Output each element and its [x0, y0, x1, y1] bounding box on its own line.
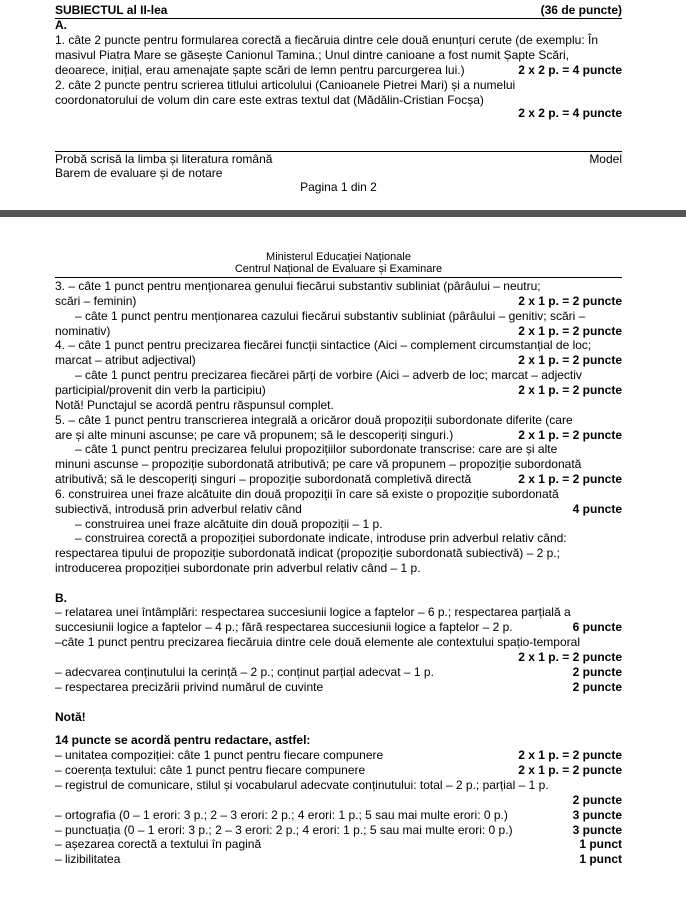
rubric-line: [55, 398, 622, 413]
rubric-points: 6 puncte: [572, 619, 622, 634]
rubric-points: 2 x 1 p. = 2 puncte: [518, 323, 622, 338]
rubric-line: [55, 605, 622, 620]
section-b-label: B.: [55, 591, 67, 605]
rubric-line: [55, 531, 622, 546]
rubric-text: marcat – atribut adjectival): [55, 353, 196, 368]
rubric-line: [55, 650, 622, 665]
rubric-points: 2 x 1 p. = 2 puncte: [518, 472, 622, 487]
rubric-text: – lizibilitatea: [55, 852, 121, 867]
rubric-line: [55, 487, 622, 502]
rubric-line: [55, 428, 622, 443]
rubric-points: 2 x 1 p. = 2 puncte: [518, 382, 622, 397]
rubric-line: [55, 620, 622, 635]
rubric-text: – registrul de comunicare, stilul și vocabularul adecvate conținutului: total – 2 p.; parțial – 1 p.: [55, 777, 549, 792]
rubric-line: [55, 635, 622, 650]
footer-line1: [55, 152, 622, 167]
rubric-text: participial/provenit din verb la participiu): [55, 382, 266, 397]
rubric-text: – câte 1 punct pentru precizarea felului propozițiilor subordonate transcrise: care are și alte: [75, 442, 558, 457]
rubric-line: [55, 823, 622, 838]
rubric-line: [55, 457, 622, 472]
rubric-text: – relatarea unei întâmplări: respectarea succesiunii logice a faptelor – 6 p.; respectarea parțială a: [55, 605, 571, 619]
rubric-points: 2 x 1 p. = 2 puncte: [518, 762, 622, 777]
rubric-line: [55, 793, 622, 808]
rubric-line: [55, 338, 622, 353]
item2-line1: 2. câte 2 puncte pentru scrierea titlului articolului (Canioanele Pietrei Mari) și a numelui: [55, 78, 516, 92]
rubric-text: respectarea tipului de propoziție subordonată indicat (propoziție subordonată subiectivă) – 2 p.;: [55, 546, 560, 561]
footer-line2: Barem de evaluare și de notare: [55, 166, 223, 180]
page-number: Pagina 1 din 2: [300, 180, 377, 194]
rubric-text: – punctuația (0 – 1 erori: 3 p.; 2 – 3 erori: 2 p.; 4 erori: 1 p.; 5 sau mai multe erori: 0 p.): [55, 822, 513, 837]
item1-line1: 1. câte 2 puncte pentru formularea corectă a fiecăruia dintre cele două enunțuri cerute (de exemplu: În: [55, 33, 598, 47]
footer-exam: Probă scrisă la limba și literatura română: [55, 152, 273, 166]
rubric-text: – adecvarea conținutului la cerință – 2 p.; conținut parțial adecvat – 1 p.: [55, 664, 434, 679]
subject-title-text: SUBIECTUL al II-lea: [55, 3, 168, 17]
rubric-text: 4. – câte 1 punct pentru precizarea fiecărei funcții sintactice (Aici – complement circumstanțial de loc;: [55, 338, 592, 353]
rubric-line: [55, 294, 622, 309]
rubric-text: –câte 1 punct pentru precizarea fiecăruia dintre cele două elemente ale contextului spațio-temporal: [55, 634, 580, 649]
rubric-text: atributivă; să le descoperiți singuri – propoziție subordonată completivă directă: [55, 472, 472, 487]
rubric-text: – respectarea precizării privind numărul de cuvinte: [55, 679, 324, 694]
redactare-heading: 14 puncte se acordă pentru redactare, astfel:: [55, 733, 311, 747]
rubric-line: [55, 413, 622, 428]
rubric-line: [55, 353, 622, 368]
rubric-text: nominativ): [55, 323, 111, 338]
item2-points-line: [55, 106, 622, 121]
rubric-line: [55, 368, 622, 383]
rubric-line: [55, 561, 622, 576]
rubric-text: – construirea corectă a propoziției subordonate indicate, introduse prin adverbul relativ când:: [75, 531, 567, 546]
rubric-points: 1 punct: [579, 837, 622, 852]
rubric-text: 6. construirea unei fraze alcătuite din două propoziții în care să existe o propoziție subordonată: [55, 486, 559, 501]
item2-points: 2 x 2 p. = 4 puncte: [518, 106, 622, 120]
ministry-header: Ministerul Educației Naționale: [266, 251, 411, 263]
rubric-text: succesiunii logice a faptelor – 4 p.; fără respectarea succesiunii logice a faptelor – 2 p.: [55, 619, 513, 634]
rubric-line: [55, 665, 622, 680]
rubric-points: 2 puncte: [572, 792, 622, 807]
rubric-points: 2 x 1 p. = 2 puncte: [518, 427, 622, 442]
rubric-text: – câte 1 punct pentru menționarea cazului fiecărui substantiv subliniat (pârâului – genitiv; scări –: [75, 308, 586, 323]
item1-line3: [55, 63, 622, 78]
rubric-text: introducerea propoziției subordonate prin adverbul relativ când – 1 p.: [55, 561, 421, 576]
rubric-text: – coerența textului: câte 1 punct pentru fiecare compunere: [55, 762, 366, 777]
subject-title: [55, 3, 622, 18]
rubric-line: [55, 748, 622, 763]
rubric-line: [55, 517, 622, 532]
rubric-text: are și alte minuni ascunse; pe care vă propunem; să le descoperiți singuri.): [55, 427, 454, 442]
rubric-text: – construirea unei fraze alcătuite din două propoziții – 1 p.: [75, 516, 383, 531]
rubric-text: minuni ascunse – propoziție subordonată atributivă; pe care vă propunem – propoziție subordonată: [55, 457, 582, 472]
rubric-text: – ortografia (0 – 1 erori: 3 p.; 2 – 3 erori: 2 p.; 4 erori: 1 p.; 5 sau mai multe erori: 0 p.): [55, 807, 508, 822]
footer-model: Model: [589, 152, 622, 166]
rubric-line: [55, 837, 622, 852]
page-separator: [0, 210, 686, 217]
rubric-points: 2 x 1 p. = 2 puncte: [518, 748, 622, 762]
item1-line2: masivul Piatra Mare se găsește Canionul Tamina.; Unul dintre canioane a fost numit Șapte Scări,: [55, 48, 570, 62]
rubric-line: [55, 763, 622, 778]
rubric-points: 2 puncte: [572, 679, 622, 694]
rubric-points: 2 x 1 p. = 2 puncte: [518, 649, 622, 664]
rubric-points: 3 puncte: [572, 807, 622, 822]
rubric-points: 4 puncte: [572, 501, 622, 516]
rubric-line: [55, 309, 622, 324]
rubric-text: Notă! Punctajul se acordă pentru răspunsul complet.: [55, 397, 334, 412]
rubric-line: [55, 808, 622, 823]
rubric-line: [55, 324, 622, 339]
nota-label: Notă!: [55, 710, 86, 724]
rubric-line: [55, 279, 622, 294]
rubric-text: 5. – câte 1 punct pentru transcrierea integrală a oricăror două propoziții subordonate diferite (care: [55, 412, 573, 427]
rubric-line: [55, 852, 622, 867]
rubric-points: 2 x 1 p. = 2 puncte: [518, 293, 622, 308]
item2-line2: coordonatorului de volum din care este extras textul dat (Mădălin-Cristian Focșa): [55, 93, 484, 107]
rubric-points: 2 puncte: [572, 664, 622, 679]
rubric-points: 2 x 1 p. = 2 puncte: [518, 353, 622, 368]
rubric-line: [55, 383, 622, 398]
rubric-points: 1 punct: [579, 852, 622, 867]
rubric-text: – unitatea compoziției: câte 1 punct pentru fiecare compunere: [55, 748, 384, 762]
section-a-label: A.: [55, 18, 67, 32]
rubric-text: scări – feminin): [55, 293, 137, 308]
header-rule: [55, 277, 622, 278]
center-header: Centrul Național de Evaluare și Examinare: [234, 263, 443, 275]
rubric-line: [55, 502, 622, 517]
rubric-line: [55, 472, 622, 487]
rubric-points: 3 puncte: [572, 822, 622, 837]
rubric-line: [55, 546, 622, 561]
rubric-text: 3. – câte 1 punct pentru menționarea genului fiecărui substantiv subliniat (pârâului – neutru;: [55, 279, 541, 293]
rubric-line: [55, 778, 622, 793]
rubric-line: [55, 680, 622, 695]
subject-points: (36 de puncte): [540, 3, 622, 17]
rubric-text: – câte 1 punct pentru precizarea fiecărei părți de vorbire (Aici – adverb de loc; marcat – adjectiv: [75, 368, 582, 383]
rubric-text: – așezarea corectă a textului în pagină: [55, 837, 262, 852]
rubric-text: subiectivă, introdusă prin adverbul relativ când: [55, 501, 302, 516]
item1-points: 2 x 2 p. = 4 puncte: [518, 63, 622, 77]
item1-line3-text: deoarece, inițial, erau amenajate șapte scări de lemn pentru parcurgerea lui.): [55, 63, 465, 77]
rubric-line: [55, 442, 622, 457]
